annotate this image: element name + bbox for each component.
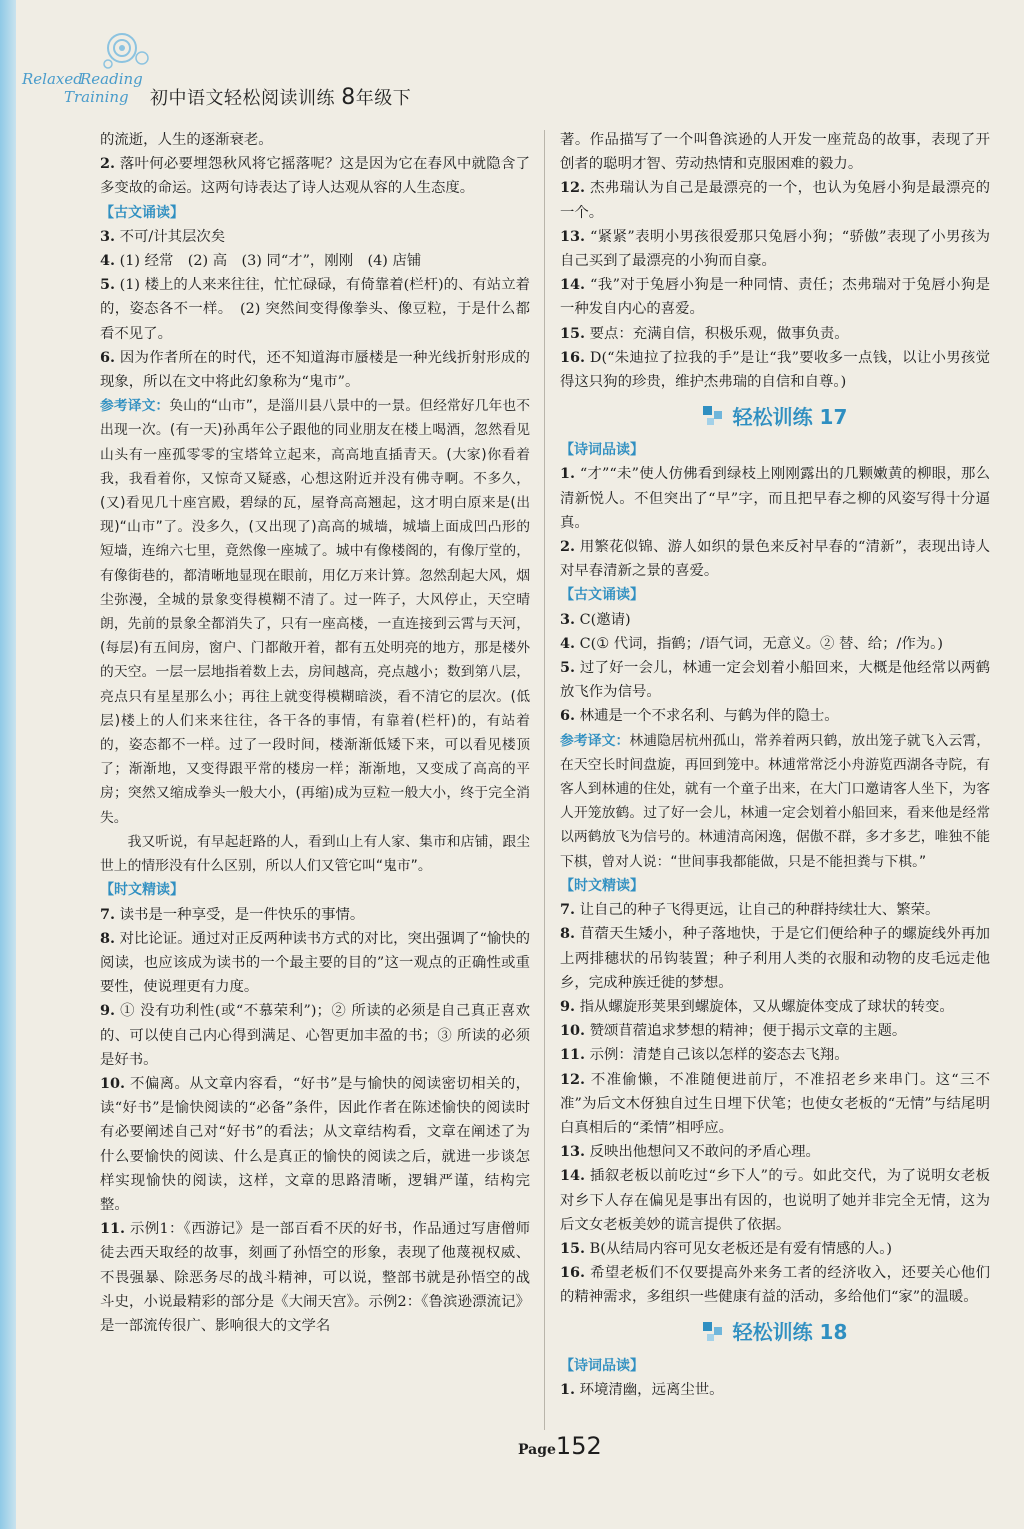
answer-item xyxy=(560,462,990,535)
section-label: 【诗词品读】 xyxy=(560,1357,644,1374)
answer-text: 环境清幽，远离尘世。 xyxy=(579,1381,724,1398)
answer-item xyxy=(560,656,990,704)
answer-number: 7. xyxy=(560,901,576,919)
answer-text: D(“朱迪拉了拉我的手”是让“我”要收多一点钱，以让小男孩觉得这只狗的珍贵，维护杰弗瑞的自信和自尊。) xyxy=(560,349,990,391)
answer-text: (1) 经常 (2) 高 (3) 同“才”，刚刚 (4) 店铺 xyxy=(119,253,422,270)
answer-item xyxy=(560,1140,990,1164)
answer-item xyxy=(560,995,990,1019)
answer-item xyxy=(100,1217,530,1338)
answer-text: 对比论证。通过对正反两种读书方式的对比，突出强调了“愉快的阅读，也应该成为读书的一个最主要的目的”这一观点的正确性或重要性，使说理更有力度。 xyxy=(100,930,530,996)
reference-translation-label: 参考译文： xyxy=(100,398,170,415)
answer-item xyxy=(560,1378,990,1402)
answer-item xyxy=(560,898,990,922)
reference-translation-label: 参考译文： xyxy=(560,732,630,749)
answer-item xyxy=(100,927,530,1000)
answer-item xyxy=(560,1043,990,1067)
answer-item xyxy=(560,176,990,224)
answer-text: ① 没有功利性(或“不慕荣利”)；② 所读的必须是自己真正喜欢的、可以使自己内心得到满足、心智更加丰盈的书；③ 所读的必须是好书。 xyxy=(100,1003,531,1068)
answer-item xyxy=(100,152,530,200)
page-header xyxy=(0,0,1024,122)
answer-text: (1) 楼上的人来来往往，忙忙碌碌，有倚靠着(栏杆)的、有站立着的，姿态各不一样。 (2) 突然间变得像拳头、像豆粒，于是什么都看不见了。 xyxy=(100,277,530,342)
answer-text: 过了好一会儿，林逋一定会划着小船回来，大概是他经常以两鹤放飞作为信号。 xyxy=(560,660,990,701)
answer-item xyxy=(560,608,990,632)
series-title-text: 初中语文轻松阅读训练 xyxy=(150,88,335,109)
answer-number: 4. xyxy=(560,634,576,652)
answer-text: 著。作品描写了一个叫鲁滨逊的人开发一座荒岛的故事，表现了开创者的聪明才智、劳动热情和克服困难的毅力。 xyxy=(560,132,990,173)
grade-suffix: 年级下 xyxy=(355,88,412,109)
answer-number: 6. xyxy=(100,348,116,366)
answer-number: 16. xyxy=(560,348,586,366)
training-heading-text: 轻松训练 17 xyxy=(732,405,848,430)
answer-text: 的流逝，人生的逐渐衰老。 xyxy=(100,132,273,148)
reference-translation-text: 林逋隐居杭州孤山，常养着两只鹤，放出笼子就飞入云霄，在天空长时间盘旋，再回到笼中。林逋常常泛小舟游览西湖各寺院，有客人到林逋的住处，就有一个童子出来，在大门口邀请客人坐下，为客人开笼放鹤。过了好一会儿，林逋一定会划着小船回来，看来他是经常以两鹤放飞为信号的。林逋清高闲逸，倨傲不群，多才多艺，唯独不能下棋，曾对人说：“世间事我都能做，只是不能担粪与下棋。” xyxy=(560,732,991,870)
answer-text: C(① 代词，指鹤；/语气词，无意义。② 替、给；/作为。) xyxy=(579,635,943,652)
answer-item xyxy=(100,273,530,346)
answer-text: 反映出他想问又不敢问的矛盾心理。 xyxy=(589,1144,820,1161)
answer-item xyxy=(560,1068,990,1141)
answer-item xyxy=(560,922,990,995)
answer-number: 5. xyxy=(560,659,576,677)
page-label: Page xyxy=(518,1442,556,1458)
answer-number: 1. xyxy=(560,1380,576,1398)
answer-text: 不准偷懒，不准随便进前厅，不准招老乡来串门。这“三不准”为后文木伢独自过生日埋下伏笔；也使女老板的“无情”与结尾明白真相后的“柔情”相呼应。 xyxy=(560,1071,991,1136)
answer-number: 13. xyxy=(560,227,586,245)
answer-item xyxy=(560,346,990,394)
answer-number: 8. xyxy=(560,925,576,943)
answer-text: 用繁花似锦、游人如织的景色来反衬早春的“清新”，表现出诗人对早春清新之景的喜爱。 xyxy=(560,539,991,580)
answer-number: 2. xyxy=(560,538,576,556)
answer-item xyxy=(100,249,530,273)
reference-translation xyxy=(100,394,530,830)
answer-item xyxy=(560,273,990,321)
column-divider xyxy=(544,130,545,1430)
answer-item xyxy=(560,322,990,346)
page-edge-tint xyxy=(0,0,16,1529)
answer-text: “紧紧”表明小男孩很爱那只兔唇小狗；“骄傲”表现了小男孩为自己买到了最漂亮的小狗而自豪。 xyxy=(560,228,990,270)
answer-number: 9. xyxy=(100,1002,116,1020)
answer-item xyxy=(100,1072,530,1217)
answer-text: 要点：充满自信，积极乐观，做事负责。 xyxy=(589,325,849,342)
answer-number: 4. xyxy=(100,252,116,270)
answer-number: 2. xyxy=(100,155,116,173)
heading-squares-icon xyxy=(703,406,725,428)
answer-number: 15. xyxy=(560,1239,586,1257)
section-label: 【古文诵读】 xyxy=(560,587,644,604)
answer-text: 落叶何必要埋怨秋风将它摇落呢？这是因为它在春风中就隐含了多变故的命运。这两句诗表达了诗人达观从容的人生态度。 xyxy=(100,156,530,197)
answer-item xyxy=(560,1261,990,1309)
answer-number: 3. xyxy=(560,610,576,628)
answer-text: 因为作者所在的时代，还不知道海市蜃楼是一种光线折射形成的现象，所以在文中将此幻象称为“鬼市”。 xyxy=(100,349,530,391)
grade-number: 8 xyxy=(341,85,356,110)
answer-item xyxy=(100,999,530,1072)
answer-item xyxy=(100,128,530,152)
section-label: 【时文精读】 xyxy=(100,882,184,899)
answer-text: 苜蓿天生矮小，种子落地快，于是它们便给种子的螺旋线外再加上两排穗状的吊钩装置；种子利用人类的衣服和动物的皮毛远走他乡，完成种族迁徙的梦想。 xyxy=(560,926,990,991)
section-label: 【古文诵读】 xyxy=(100,204,184,221)
reference-translation xyxy=(560,729,990,874)
answer-text: “我”对于兔唇小狗是一种同情、责任；杰弗瑞对于兔唇小狗是一种发自内心的喜爱。 xyxy=(560,277,991,318)
answer-text: 不可/计其层次矣 xyxy=(119,228,226,245)
answer-number: 10. xyxy=(100,1074,126,1092)
answer-text: 希望老板们不仅要提高外来务工者的经济收入，还要关心他们的精神需求，多组织一些健康有益的活动，多给他们“家”的温暖。 xyxy=(560,1265,990,1306)
answer-item xyxy=(560,128,990,176)
answer-text: 示例：清楚自己该以怎样的姿态去飞翔。 xyxy=(589,1047,849,1064)
answer-number: 6. xyxy=(560,707,576,725)
answer-text: C(邀请) xyxy=(579,611,631,628)
training-heading xyxy=(560,1316,990,1350)
section-label: 【时文精读】 xyxy=(560,877,644,894)
answer-number: 16. xyxy=(560,1264,586,1282)
answer-item xyxy=(560,1164,990,1237)
logo-word-relaxed: Relaxed xyxy=(22,70,83,88)
reference-translation-paragraph: 我又听说，有早起赶路的人，看到山上有人家、集市和店铺，跟尘世上的情形没有什么区别，所以人们又管它叫“鬼市”。 xyxy=(100,833,530,875)
answer-text: 不偏离。从文章内容看，“好书”是与愉快的阅读密切相关的，读“好书”是愉快阅读的“必备”条件，因此作者在陈述愉快的阅读时有必要阐述自己对“好书”的看法；从文章结构看，文章在阐述了为什么要愉快的阅读、什么是真正的愉快的阅读之后，就进一步谈怎样实现愉快的阅读，这样，文章的思路清晰，逻辑严谨，结构完整。 xyxy=(100,1075,531,1213)
answer-number: 1. xyxy=(560,465,576,483)
relaxed-reading-training-logo xyxy=(18,28,158,118)
right-column xyxy=(560,128,990,1402)
answer-number: 3. xyxy=(100,227,116,245)
answer-text: 杰弗瑞认为自己是最漂亮的一个，也认为兔唇小狗是最漂亮的一个。 xyxy=(560,180,990,221)
answer-number: 12. xyxy=(560,179,586,197)
answer-item xyxy=(560,704,990,728)
answer-text: 示例1：《西游记》是一部百看不厌的好书，作品通过写唐僧师徒去西天取经的故事，刻画了孙悟空的形象，表现了他蔑视权威、不畏强暴、除恶务尽的战斗精神，可以说，整部书就是孙悟空的战斗史，小说最精彩的部分是《大闹天宫》。示例2：《鲁滨逊漂流记》是一部流传很广、影响很大的文学名 xyxy=(100,1221,530,1334)
answer-number: 14. xyxy=(560,1167,586,1185)
answer-number: 13. xyxy=(560,1143,586,1161)
answer-text: 插叙老板以前吃过“乡下人”的亏。如此交代，为了说明女老板对乡下人存在偏见是事出有因的，也说明了她并非完全无情，这为后文女老板美妙的谎言提供了依据。 xyxy=(560,1168,991,1233)
section-label: 【诗词品读】 xyxy=(560,442,644,459)
training-heading xyxy=(560,400,990,434)
heading-squares-icon xyxy=(703,1322,725,1344)
answer-number: 12. xyxy=(560,1070,586,1088)
answer-text: 林逋是一个不求名利、与鹤为伴的隐士。 xyxy=(579,708,839,725)
answer-text: “才”“未”使人仿佛看到绿枝上刚刚露出的几颗嫩黄的柳眼，那么清新悦人。不但突出了“早”字，而且把早春之柳的风姿写得十分逼真。 xyxy=(560,466,990,531)
page-number xyxy=(518,1432,602,1460)
answer-item xyxy=(560,225,990,273)
logo-word-reading: Reading xyxy=(80,70,143,88)
answer-item xyxy=(100,225,530,249)
answer-number: 11. xyxy=(560,1046,586,1064)
answer-item xyxy=(100,346,530,394)
answer-number: 14. xyxy=(560,276,586,294)
series-title xyxy=(150,84,411,110)
answer-number: 5. xyxy=(100,276,116,294)
page-number-value: 152 xyxy=(555,1432,602,1460)
answer-number: 11. xyxy=(100,1220,126,1238)
logo-word-training: Training xyxy=(64,88,129,106)
reference-translation-text: 奂山的“山市”，是淄川县八景中的一景。但经常好几年也不出现一次。(有一天)孙禹年公子跟他的同业朋友在楼上喝酒，忽然看见山头有一座孤零零的宝塔耸立起来，高高地直插青天。(大家)你看着我，我看着你，又惊奇又疑惑，心想这附近并没有佛寺啊。不多久，(又)看见几十座宫殿，碧绿的瓦，屋脊高高翘起，这才明白原来是(出现)“山市”了。没多久，(又出现了)高高的城墙，城墙上面成凹凸形的短墙，连绵六七里，竟然像一座城了。城中有像楼阁的，有像厅堂的，有像街巷的，都清晰地显现在眼前，用亿万来计算。忽然刮起大风，烟尘弥漫，全城的景象变得模糊不清了。过一阵子，大风停止，天空晴朗，先前的景象全都消失了，只有一座高楼，一直连接到云霄与天河，(每层)有五间房，窗户、门都敞开着，都有五处明亮的地方，那是楼外的天空。一层一层地指着数上去，房间越高，亮点越小；数到第八层，亮点只有星星那么小；再往上就变得模糊暗淡，看不清它的层次。(低层)楼上的人们来来往往，各干各的事情，有靠着(栏杆)的，有站着的，姿态都不一样。过了一段时间，楼渐渐低矮下来，可以看见楼顶了；渐渐地，又变得跟平常的楼房一样；渐渐地，又变成了高高的平房；突然又缩成拳头一般大小，(再缩)成为豆粒一般大小，终于完全消失。 xyxy=(100,398,531,826)
answer-number: 15. xyxy=(560,324,586,342)
answer-text: 让自己的种子飞得更远，让自己的种群持续壮大、繁荣。 xyxy=(579,902,940,919)
answer-item xyxy=(560,632,990,656)
answer-text: B(从结局内容可见女老板还是有爱有情感的人。) xyxy=(589,1240,893,1257)
answer-item xyxy=(560,1237,990,1261)
answer-number: 10. xyxy=(560,1022,586,1040)
training-heading-text: 轻松训练 18 xyxy=(732,1320,848,1345)
answer-item xyxy=(560,535,990,583)
answer-number: 7. xyxy=(100,905,116,923)
answer-item xyxy=(100,903,530,927)
left-column xyxy=(100,128,530,1338)
answer-item xyxy=(560,1019,990,1043)
answer-text: 指从螺旋形荚果到螺旋体，又从螺旋体变成了球状的转变。 xyxy=(579,998,954,1015)
answer-text: 读书是一种享受，是一件快乐的事情。 xyxy=(119,906,365,923)
answer-number: 8. xyxy=(100,929,116,947)
answer-number: 9. xyxy=(560,997,576,1015)
answer-text: 赞颂苜蓿追求梦想的精神；便于揭示文章的主题。 xyxy=(589,1023,907,1040)
